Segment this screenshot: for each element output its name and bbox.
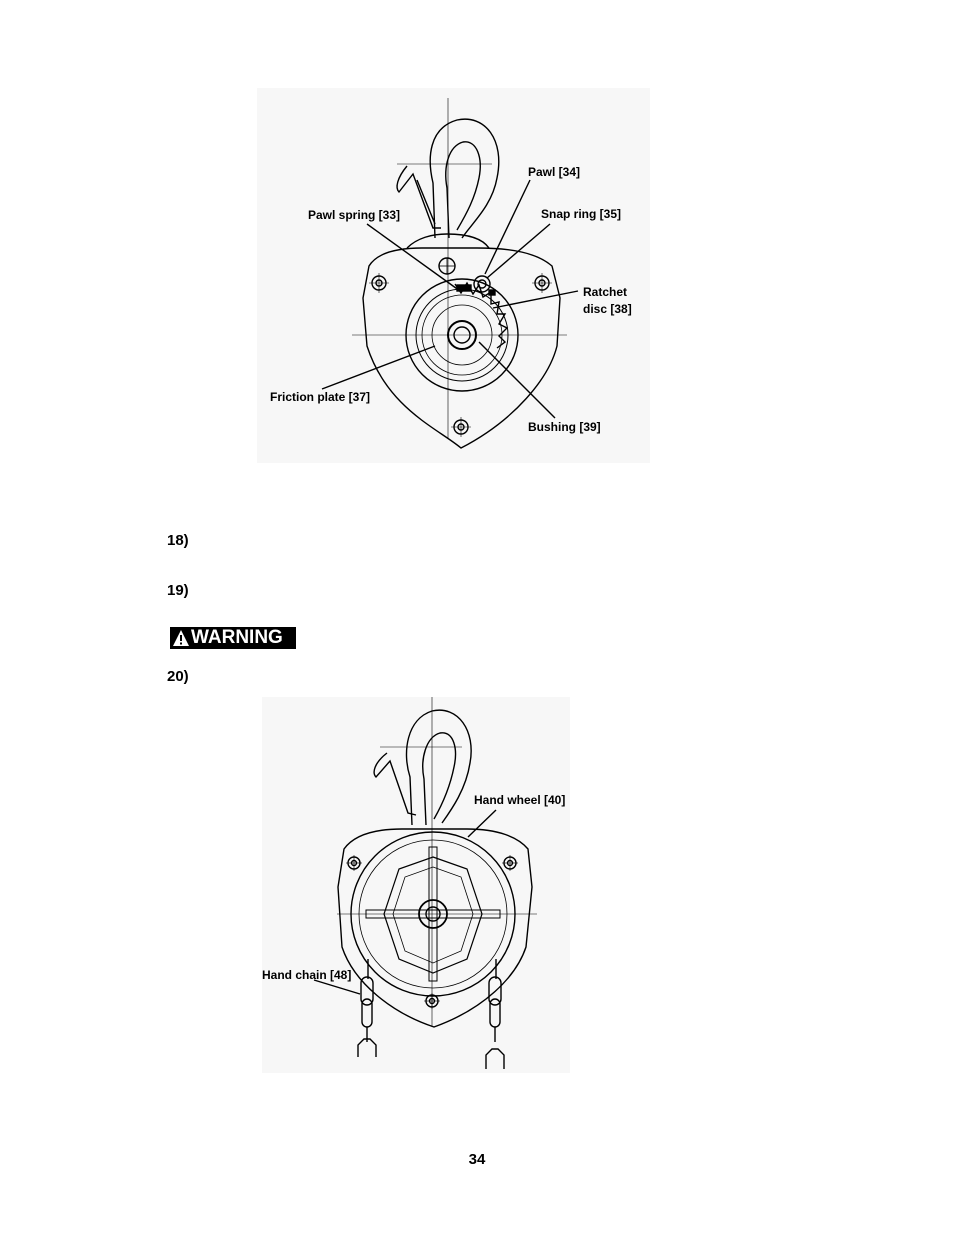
label-hand-chain: Hand chain [48] xyxy=(262,968,352,982)
step-number: 20) xyxy=(167,668,189,685)
hand-wheel-diagram xyxy=(262,697,570,1073)
label-ratchet-line2: disc [38] xyxy=(583,302,632,316)
label-pawl: Pawl [34] xyxy=(528,165,581,179)
hook-shape xyxy=(374,710,471,825)
page-number: 34 xyxy=(468,1151,486,1168)
bolt-hole-left xyxy=(369,273,389,293)
hand-chain-left xyxy=(358,959,376,1057)
label-friction-plate: Friction plate [37] xyxy=(270,390,371,404)
warning-triangle-icon xyxy=(172,629,190,647)
bolt-hole-right xyxy=(502,855,518,871)
label-hand-wheel: Hand wheel [40] xyxy=(474,793,566,807)
bolt-hole-left xyxy=(346,855,362,871)
label-snap-ring: Snap ring [35] xyxy=(541,207,622,221)
warning-label: WARNING xyxy=(191,627,283,648)
label-pawl-spring: Pawl spring [33] xyxy=(308,208,401,222)
label-ratchet-line1: Ratchet xyxy=(583,285,628,299)
ratchet-assembly-diagram xyxy=(257,88,650,463)
label-bushing: Bushing [39] xyxy=(528,420,601,434)
bolt-hole-right xyxy=(532,273,552,293)
step-number: 18) xyxy=(167,532,189,549)
warning-banner xyxy=(170,627,296,649)
hand-chain-right xyxy=(486,959,504,1069)
step-number: 19) xyxy=(167,582,189,599)
bolt-hole-bottom xyxy=(451,417,471,437)
